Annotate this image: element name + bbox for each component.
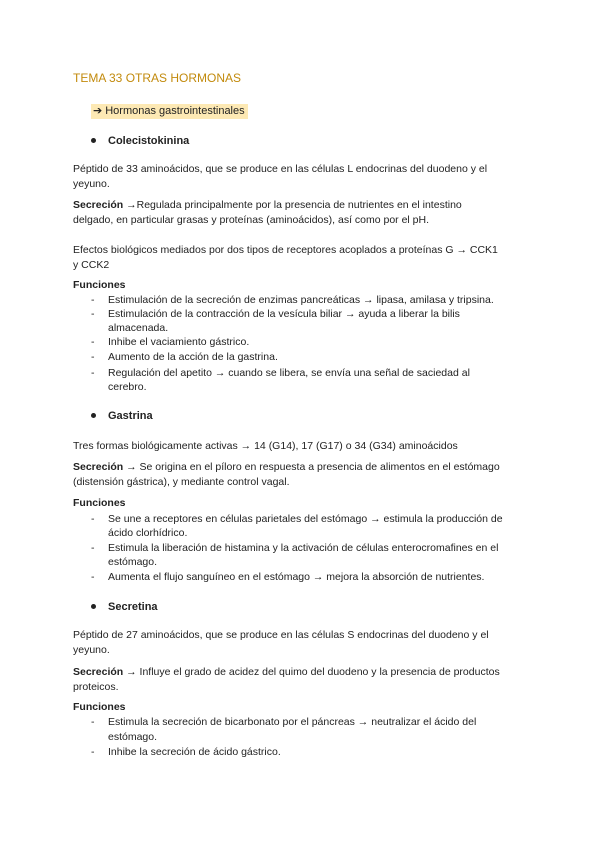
gastrina-funciones-label: Funciones [73, 497, 126, 509]
list-item-continuation: cerebro. [108, 381, 147, 393]
list-item: - Estimulación de la secreción de enzimas pancreáticas → lipasa, amilasa y tripsina. [91, 294, 494, 306]
list-item: - Estimula la liberación de histamina y la activación de células enterocromafines en el [91, 542, 499, 554]
list-item-continuation: estómago. [108, 556, 158, 568]
cck-intro-line: yeyuno. [73, 178, 110, 190]
cck-efectos-line: Efectos biológicos mediados por dos tipos de receptores acoplados a proteínas G → CCK1 [73, 244, 498, 256]
cck-intro-line: Péptido de 33 aminoácidos, que se produce en las células L endocrinas del duodeno y el [73, 163, 488, 175]
cck-efectos-line: y CCK2 [73, 259, 110, 271]
secretina-intro-line: yeyuno. [73, 644, 110, 656]
secretina-funciones-label: Funciones [73, 701, 126, 713]
list-item: - Inhibe el vaciamiento gástrico. [91, 336, 250, 348]
secretina-secrecion: Secreción → Influye el grado de acidez del quimo del duodeno y la presencia de productos [73, 666, 500, 678]
list-item: - Estimula la secreción de bicarbonato por el páncreas → neutralizar el ácido del [91, 716, 477, 728]
bullet-icon [91, 138, 96, 143]
bullet-icon [91, 604, 96, 609]
list-item: - Regulación del apetito → cuando se libera, se envía una señal de saciedad al [91, 367, 470, 379]
gastrina-heading: Gastrina [91, 409, 153, 424]
list-item: - Inhibe la secreción de ácido gástrico. [91, 746, 281, 758]
list-item-continuation: almacenada. [108, 322, 169, 334]
list-item: - Aumenta el flujo sanguíneo en el estómago → mejora la absorción de nutrientes. [91, 571, 485, 583]
secrecion-label: Secreción [73, 666, 124, 678]
bullet-icon [91, 413, 96, 418]
list-item: - Estimulación de la contracción de la vesícula biliar → ayuda a liberar la bilis [91, 308, 460, 320]
gastrina-secrecion: Secreción → Se origina en el píloro en respuesta a presencia de alimentos en el estómago [73, 461, 500, 473]
secrecion-label: Secreción [73, 199, 124, 211]
gastrina-secrecion-line: (distensión gástrica), y mediante control vagal. [73, 476, 290, 488]
cck-funciones-label: Funciones [73, 279, 126, 291]
list-item: - Se une a receptores en células parietales del estómago → estimula la producción de [91, 513, 503, 525]
cck-secrecion: Secreción →Regulada principalmente por la presencia de nutrientes en el intestino [73, 199, 462, 211]
cck-heading: Colecistokinina [91, 134, 189, 149]
page-title: TEMA 33 OTRAS HORMONAS [73, 71, 242, 85]
section-heading-highlighted: ➔ Hormonas gastrointestinales [91, 104, 248, 119]
cck-secrecion-line: delgado, en particular grasas y proteínas (aminoácidos), así como por el pH. [73, 214, 430, 226]
secretina-heading: Secretina [91, 600, 158, 615]
secretina-secrecion-line: proteicos. [73, 681, 119, 693]
gastrina-intro-line: Tres formas biológicamente activas → 14 (G14), 17 (G17) o 34 (G34) aminoácidos [73, 440, 458, 452]
list-item-continuation: ácido clorhídrico. [108, 527, 188, 539]
arrow-icon: ➔ [93, 105, 103, 117]
secrecion-label: Secreción [73, 461, 124, 473]
list-item-continuation: estómago. [108, 731, 158, 743]
list-item: - Aumento de la acción de la gastrina. [91, 351, 278, 363]
secretina-intro-line: Péptido de 27 aminoácidos, que se produce en las células S endocrinas del duodeno y el [73, 629, 489, 641]
